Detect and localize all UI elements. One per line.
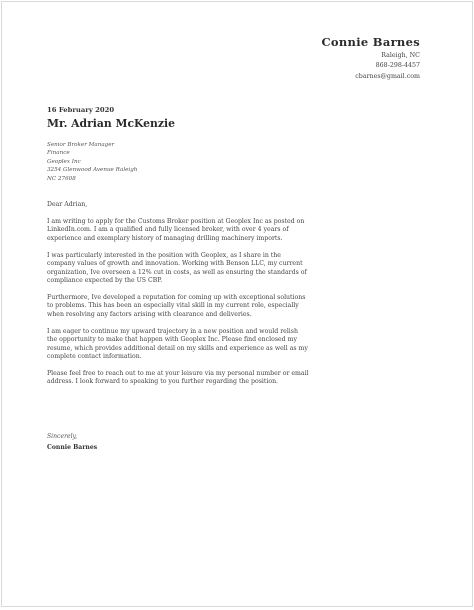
letter-body — [47, 201, 309, 395]
closing-block — [47, 431, 97, 453]
body-paragraph: I am eager to continue my upward trajectory in a new position and would relish the opportunity to make that happen with Geoplex Inc. Please find enclosed my resume, which provides additional detail on my skills and experience as well as my complete contact information. — [47, 327, 308, 361]
recipient-company: Geoplex Inc — [47, 158, 81, 165]
body-paragraph: I was particularly interested in the position with Geoplex, as I share in the company values of growth and innovation. Working with Benson LLC, my current organization, Ive overseen a 12% cut in costs, as well as ensuring the standards of compliance expected by the US CBP. — [47, 251, 307, 285]
signature-name: Connie Barnes — [47, 444, 98, 451]
sender-phone: 868-298-4457 — [375, 62, 420, 70]
body-paragraph: Furthermore, Ive developed a reputation for coming up with exceptional solutions to problems. This has been an especially vital skill in my current role, especially when resolving any factors arising with clearance and deliveries. — [47, 293, 306, 318]
sender-email: cbarnes@gmail.com — [355, 72, 420, 80]
body-paragraph: I am writing to apply for the Customs Broker position at Geoplex Inc as posted on LinkedIn.com. I am a qualified and fully licensed broker, with over 4 years of experience and exemplary history of managing drilling machinery imports. — [47, 217, 305, 242]
sender-city: Raleigh, NC — [381, 52, 420, 59]
closing-word: Sincerely, — [47, 433, 78, 440]
letter-date: 16 February 2020 — [47, 106, 115, 114]
recipient-name: Mr. Adrian McKenzie — [47, 117, 175, 130]
recipient-street: 3254 Glenwood Avenue Raleigh — [47, 167, 138, 174]
letter-page — [1, 1, 473, 607]
recipient-address-block — [47, 141, 137, 183]
recipient-title: Senior Broker Manager — [47, 142, 115, 148]
sender-block — [321, 35, 420, 82]
salutation: Dear Adrian, — [47, 201, 88, 208]
recipient-department: Finance — [47, 150, 70, 157]
sender-name: Connie Barnes — [321, 35, 420, 49]
body-paragraph: Please feel free to reach out to me at your leisure via my personal number or email address. I look forward to speaking to you further regarding the position. — [47, 369, 309, 386]
recipient-state-zip: NC 27608 — [47, 175, 76, 182]
